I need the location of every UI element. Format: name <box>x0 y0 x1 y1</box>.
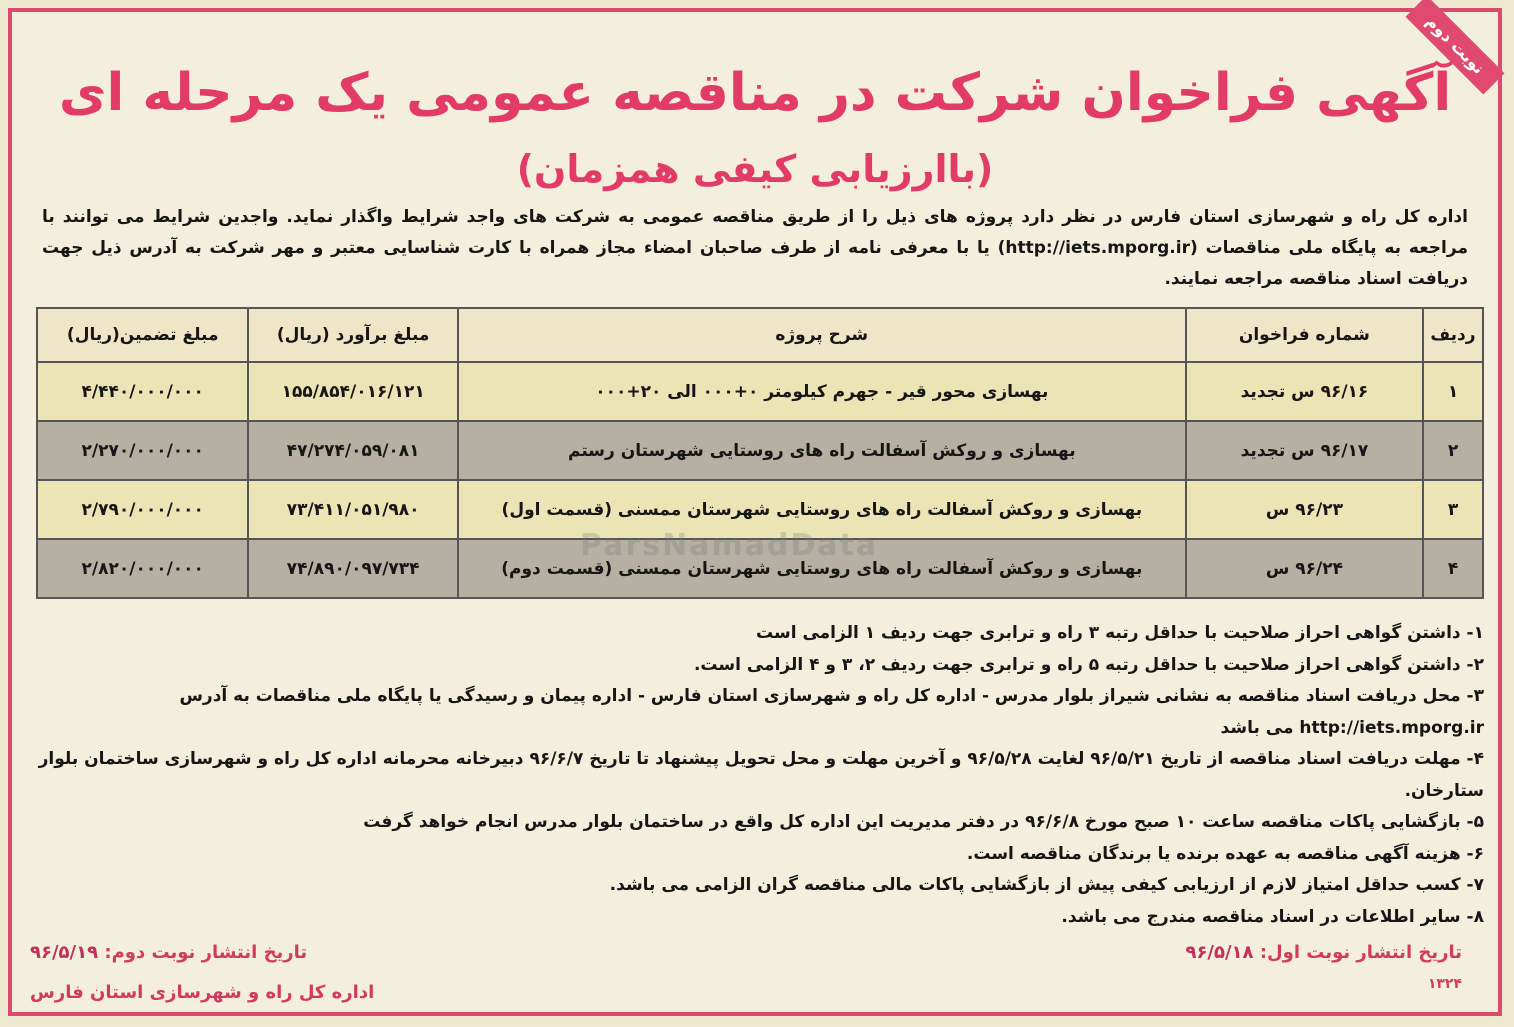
header-estimated-amount: مبلغ برآورد (ریال) <box>247 309 456 361</box>
header-index: ردیف <box>1422 309 1482 361</box>
table-row <box>38 363 1482 422</box>
cell-guarantee-amount: ۲/۷۹۰/۰۰۰/۰۰۰ <box>81 499 204 520</box>
second-publication-value: ۹۶/۵/۱۹ <box>30 942 99 963</box>
watermark: ParsNamadData <box>580 528 879 563</box>
first-publication-label: تاریخ انتشار نوبت اول: <box>1259 942 1462 963</box>
cell-call-number: ۹۶/۱۶ س تجدید <box>1185 363 1422 420</box>
cell-call-number: ۹۶/۲۴ س <box>1185 540 1422 597</box>
cell-call-number: ۹۶/۲۳ س <box>1185 481 1422 538</box>
condition-item: ۴- مهلت دریافت اسناد مناقصه از تاریخ ۹۶/۵/۲۱ لغایت ۹۶/۵/۲۸ و آخرین مهلت و محل تحویل پیشنهاد تا تاریخ ۹۶/۶/۷ دبیرخانه محرمانه اداره کل راه و شهرسازی ساختمان بلوار ستارخان. <box>38 749 1484 801</box>
cell-index: ۳ <box>1422 481 1482 538</box>
cell-estimated-amount: ۱۵۵/۸۵۴/۰۱۶/۱۲۱ <box>247 363 456 420</box>
condition-item: ۳- محل دریافت اسناد مناقصه به نشانی شیراز بلوار مدرس - اداره کل راه و شهرسازی استان فارس - اداره پیمان و رسیدگی یا پایگاه ملی مناقصات به آدرس http://iets.mporg.ir می باشد <box>179 686 1484 738</box>
first-publication-value: ۹۶/۵/۱۸ <box>1185 942 1254 963</box>
cell-guarantee-amount: ۲/۲۷۰/۰۰۰/۰۰۰ <box>81 440 204 461</box>
header-project-description: شرح پروژه <box>457 309 1185 361</box>
cell-index: ۲ <box>1422 422 1482 479</box>
cell-index: ۱ <box>1422 363 1482 420</box>
condition-item: ۶- هزینه آگهی مناقصه به عهده برنده یا برندگان مناقصه است. <box>966 843 1484 864</box>
condition-item: ۵- بازگشایی پاکات مناقصه ساعت ۱۰ صبح مورخ ۹۶/۶/۸ در دفتر مدیریت این اداره کل واقع در ساختمان بلوار مدرس انجام خواهد گرفت <box>363 812 1484 832</box>
second-publication-badge: نوبت دوم <box>1406 0 1505 94</box>
condition-item: ۸- سایر اطلاعات در اسناد مناقصه مندرج می باشد. <box>1061 906 1484 927</box>
cell-estimated-amount: ۷۳/۴۱۱/۰۵۱/۹۸۰ <box>247 481 456 538</box>
cell-project-description: بهسازی و روکش آسفالت راه های روستایی شهرستان رستم <box>457 422 1185 479</box>
ad-subtitle: (باارزیابی کیفی همزمان) <box>516 147 994 191</box>
table-header-row <box>38 309 1482 363</box>
cell-project-description: بهسازی محور قیر - جهرم کیلومتر ۰+۰۰۰ الی ۲۰+۰۰۰ <box>457 363 1185 420</box>
condition-item: ۱- داشتن گواهی احراز صلاحیت با حداقل رتبه ۳ راه و ترابری جهت ردیف ۱ الزامی است <box>755 623 1484 643</box>
intro-paragraph: اداره کل راه و شهرسازی استان فارس در نظر دارد پروژه های ذیل را از طریق مناقصه عمومی به شرکت های واجد شرایط واگذار نماید. واجدین شرایط می توانند با مراجعه به پایگاه ملی مناقصات (http://iets.mporg.ir) یا با معرفی نامه از طرف صاحبان امضاء مجاز همراه با کارت شناسایی معتبر و مهر شرکت به آدرس ذیل جهت دریافت اسناد مناقصه مراجعه نمایند. <box>42 207 1468 289</box>
header-guarantee-amount: مبلغ تضمین(ریال) <box>66 325 219 345</box>
cell-guarantee-amount: ۲/۸۲۰/۰۰۰/۰۰۰ <box>81 558 204 579</box>
cell-estimated-amount: ۴۷/۲۷۴/۰۵۹/۰۸۱ <box>247 422 456 479</box>
ad-title: آگهی فراخوان شرکت در مناقصه عمومی یک مرحله ای <box>58 63 1452 123</box>
table-row <box>38 422 1482 481</box>
first-publication-date <box>1185 942 1462 963</box>
cell-call-number: ۹۶/۱۷ س تجدید <box>1185 422 1422 479</box>
second-publication-label: تاریخ انتشار نوبت دوم: <box>104 942 308 963</box>
organization-name: اداره کل راه و شهرسازی استان فارس <box>30 982 375 1003</box>
condition-item: ۲- داشتن گواهی احراز صلاحیت با حداقل رتبه ۵ راه و ترابری جهت ردیف ۲، ۳ و ۴ الزامی است. <box>693 654 1484 675</box>
conditions-list <box>30 618 1484 933</box>
cell-estimated-amount: ۷۴/۸۹۰/۰۹۷/۷۳۴ <box>247 540 456 597</box>
cell-project-description: بهسازی و روکش آسفالت راه های روستایی شهرستان ممسنی (قسمت دوم) <box>457 540 1185 597</box>
cell-index: ۴ <box>1422 540 1482 597</box>
second-publication-date <box>30 942 307 963</box>
cell-guarantee-amount: ۴/۴۴۰/۰۰۰/۰۰۰ <box>81 381 204 402</box>
header-call-number: شماره فراخوان <box>1185 309 1422 361</box>
ad-code: ۱۳۲۴ <box>1427 976 1462 992</box>
condition-item: ۷- کسب حداقل امتیاز لازم از ارزیابی کیفی پیش از بازگشایی پاکات مالی مناقصه گران الزامی می باشد. <box>609 875 1484 895</box>
cell-project-description: بهسازی و روکش آسفالت راه های روستایی شهرستان ممسنی (قسمت اول) <box>457 481 1185 538</box>
